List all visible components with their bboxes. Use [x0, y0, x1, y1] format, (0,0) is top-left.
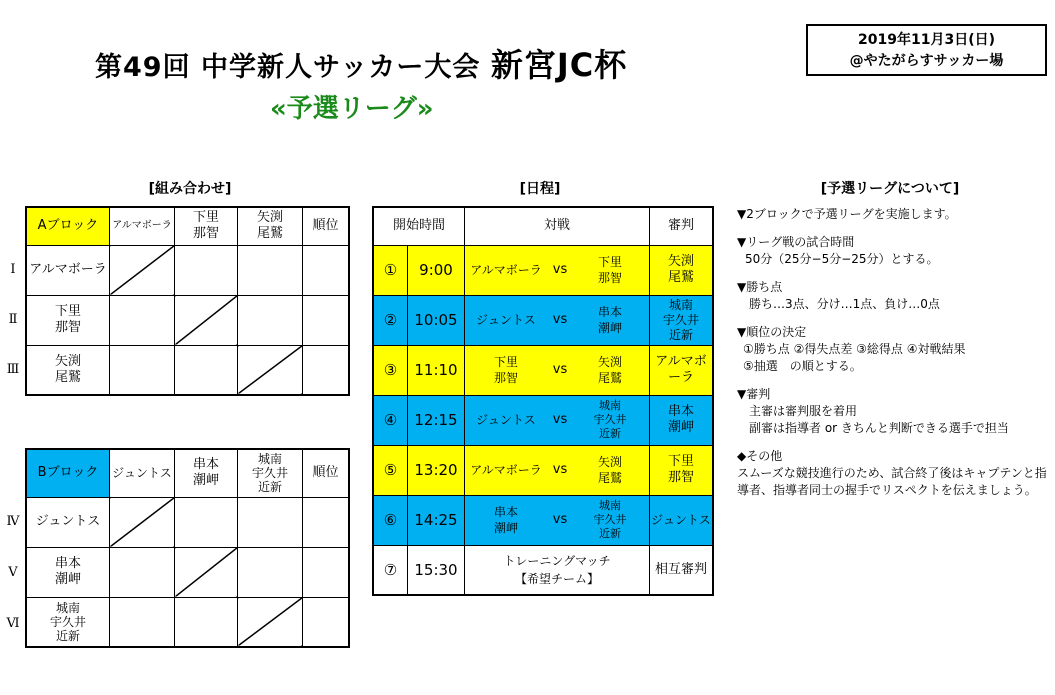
result-cell [238, 547, 303, 597]
home-team: ジュントス [476, 413, 536, 427]
referee: 相互審判 [650, 545, 714, 595]
rank-cell [303, 547, 350, 597]
result-cell [110, 295, 175, 345]
schedule-col-match: 対戦 [465, 207, 650, 245]
match-number: ② [373, 295, 408, 345]
home-team: ジュントス [476, 313, 536, 327]
vs-label: vs [552, 312, 568, 327]
groups-heading: [組み合わせ] [148, 181, 232, 197]
vs-label: vs [552, 362, 568, 377]
block-b-col: ジュントス [110, 449, 175, 497]
row-roman: Ⅵ [6, 616, 20, 631]
match-time: 12:15 [408, 395, 465, 445]
diag-cell [175, 295, 238, 345]
rank-cell [303, 295, 350, 345]
event-venue: @やたがらすサッカー場 [849, 53, 1004, 69]
schedule-row [373, 445, 713, 495]
result-cell [110, 345, 175, 395]
note-referee: ▼審判 主審は審判服を着用 副審は指導者 or きちんと判断できる選手で担当 [737, 387, 1009, 435]
away-team: 下里 那智 [597, 255, 622, 285]
row-roman: Ⅲ [6, 362, 20, 377]
block-b-team: 城南 宇久井 近新 [26, 597, 110, 647]
match-time: 10:05 [408, 295, 465, 345]
result-cell [238, 497, 303, 547]
row-roman: Ⅳ [6, 514, 20, 529]
vs-label: vs [552, 512, 568, 527]
schedule-col-time: 開始時間 [373, 207, 465, 245]
block-a-team: アルマボーラ [26, 245, 110, 295]
diag-cell [110, 245, 175, 295]
result-cell [110, 597, 175, 647]
row-roman: Ⅰ [10, 262, 16, 277]
match-pairing [465, 345, 650, 395]
diag-cell [110, 497, 175, 547]
diag-cell [238, 345, 303, 395]
schedule-row [373, 295, 713, 345]
date-venue-box [806, 24, 1047, 76]
schedule-heading: [日程] [519, 181, 561, 197]
result-cell [110, 547, 175, 597]
away-team: 城南 宇久井 近新 [593, 399, 627, 440]
block-b-col: 城南 宇久井 近新 [238, 449, 303, 497]
block-a-col: 下里 那智 [175, 207, 238, 245]
referee: 串本 潮岬 [650, 395, 714, 445]
home-team: アルマボーラ [470, 463, 542, 477]
note-points: ▼勝ち点 勝ち…3点、分け…1点、負け…0点 [737, 280, 940, 311]
rank-cell [303, 245, 350, 295]
home-team: 串本 潮岬 [493, 505, 518, 535]
match-number: ① [373, 245, 408, 295]
referee: 城南 宇久井 近新 [650, 295, 714, 345]
vs-label: vs [552, 412, 568, 427]
result-cell [175, 497, 238, 547]
schedule-col-ref: 審判 [650, 207, 714, 245]
rank-cell [303, 497, 350, 547]
away-team: 串本 潮岬 [597, 305, 622, 335]
result-cell [238, 295, 303, 345]
schedule-row [373, 245, 713, 295]
note-match-time: ▼リーグ戦の試合時間 50分（25分−5分−25分）とする。 [737, 235, 939, 266]
event-date: 2019年11月3日(日) [858, 32, 995, 48]
block-b-team: 串本 潮岬 [26, 547, 110, 597]
match-time: 13:20 [408, 445, 465, 495]
schedule-table [372, 206, 714, 596]
schedule-row [373, 395, 713, 445]
block-a-header: Aブロック [26, 207, 110, 245]
vs-label: vs [552, 262, 568, 277]
match-number: ③ [373, 345, 408, 395]
schedule-row [373, 495, 713, 545]
block-a-team: 矢渕 尾鷲 [26, 345, 110, 395]
note-blocks: ▼2ブロックで予選リーグを実施します。 [737, 207, 957, 221]
row-roman: Ⅱ [8, 312, 18, 327]
match-pairing [465, 245, 650, 295]
vs-label: vs [552, 462, 568, 477]
rank-cell [303, 345, 350, 395]
away-team: 矢渕 尾鷲 [597, 455, 622, 485]
match-pairing [465, 395, 650, 445]
training-match: トレーニングマッチ 【希望チーム】 [465, 545, 650, 595]
title-main: 第49回 中学新人サッカー大会 [95, 52, 481, 83]
schedule-row [373, 345, 713, 395]
home-team: 下里 那智 [493, 355, 518, 385]
away-team: 矢渕 尾鷲 [597, 355, 622, 385]
block-b-team: ジュントス [26, 497, 110, 547]
block-a-team: 下里 那智 [26, 295, 110, 345]
block-a-table [25, 206, 350, 396]
result-cell [175, 597, 238, 647]
block-a-col-rank: 順位 [303, 207, 350, 245]
match-time: 11:10 [408, 345, 465, 395]
match-pairing [465, 295, 650, 345]
block-b-col-rank: 順位 [303, 449, 350, 497]
block-a-col: 矢渕 尾鷲 [238, 207, 303, 245]
page-title [95, 40, 627, 86]
match-number: ⑤ [373, 445, 408, 495]
block-a-col: アルマボーラ [110, 207, 175, 245]
result-cell [238, 245, 303, 295]
result-cell [175, 345, 238, 395]
referee: ジュントス [650, 495, 714, 545]
page-subtitle: «予選リーグ» [270, 94, 434, 124]
match-pairing [465, 495, 650, 545]
diag-cell [238, 597, 303, 647]
referee: アルマボーラ [650, 345, 714, 395]
match-number: ⑦ [373, 545, 408, 595]
title-cup: 新宮JC杯 [490, 46, 628, 84]
home-team: アルマボーラ [470, 263, 542, 277]
match-time: 15:30 [408, 545, 465, 595]
result-cell [175, 245, 238, 295]
block-b-col: 串本 潮岬 [175, 449, 238, 497]
referee: 下里 那智 [650, 445, 714, 495]
schedule-row [373, 545, 713, 595]
diag-cell [175, 547, 238, 597]
rank-cell [303, 597, 350, 647]
block-b-header: Bブロック [26, 449, 110, 497]
note-ranking: ▼順位の決定 ①勝ち点 ②得失点差 ③総得点 ④対戦結果 ⑤抽選 の順とする。 [737, 325, 966, 373]
away-team: 城南 宇久井 近新 [593, 499, 627, 540]
row-roman: Ⅴ [8, 565, 18, 580]
block-b-table [25, 448, 350, 648]
match-time: 9:00 [408, 245, 465, 295]
about-heading: [予選リーグについて] [820, 181, 960, 197]
note-other: ◆その他 スムーズな競技進行のため、試合終了後はキャプテンと指導者、指導者同士の握手でリスペクトを伝えましょう。 [737, 449, 1047, 497]
rules-notes [737, 206, 1049, 510]
match-pairing [465, 445, 650, 495]
referee: 矢渕 尾鷲 [650, 245, 714, 295]
match-time: 14:25 [408, 495, 465, 545]
match-number: ⑥ [373, 495, 408, 545]
match-number: ④ [373, 395, 408, 445]
